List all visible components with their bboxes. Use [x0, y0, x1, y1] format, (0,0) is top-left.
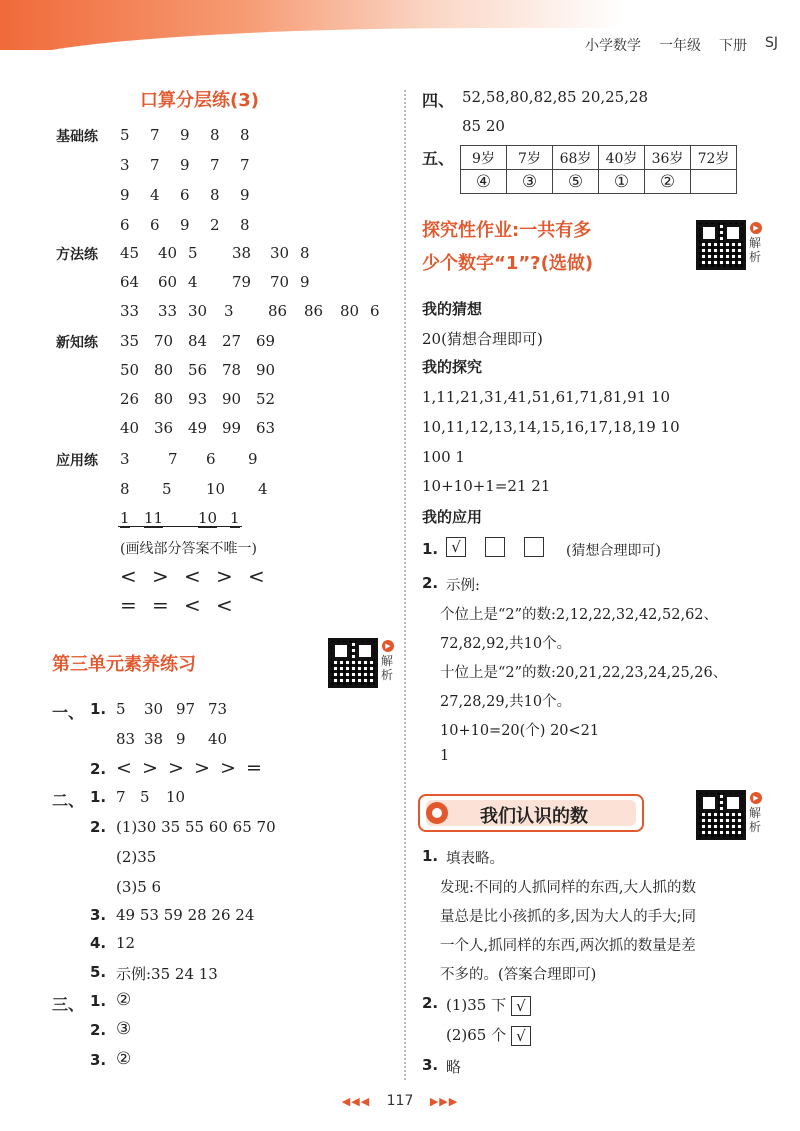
yi-value: 73	[208, 700, 228, 718]
checkbox-3	[524, 537, 544, 557]
header-volume: 下册	[718, 38, 747, 54]
recog-q2a	[446, 994, 531, 1016]
fangfa-value: 64	[120, 273, 140, 291]
apply-q2-line: 10+10=20(个) 20<21	[440, 723, 600, 739]
xinzhi-value: 56	[188, 361, 208, 379]
apply-q1-note: (猜想合理即可)	[566, 543, 661, 559]
er-answer-2a: (1)30 35 55 60 65 70	[116, 818, 276, 836]
age-cell: 68岁	[553, 146, 599, 170]
underline-rule	[118, 526, 242, 527]
age-cell: 36岁	[645, 146, 691, 170]
yingyong-value: 3	[120, 450, 130, 468]
compare-symbol: >	[168, 757, 184, 779]
yi-value: 97	[176, 700, 196, 718]
prev-arrows-icon: ◀◀◀	[341, 1095, 371, 1108]
yi-value: 30	[144, 700, 164, 718]
apply-q2-line: 27,28,29,共10个。	[440, 694, 572, 710]
jichu-value: 2	[210, 216, 220, 234]
play-icon: ▶	[382, 640, 394, 652]
explore-title-line1: 探究性作业:一共有多	[422, 220, 592, 241]
xinzhi-value: 26	[120, 390, 140, 408]
section-title-oral: 口算分层练(3)	[140, 90, 259, 111]
yingyong-note: (画线部分答案不唯一)	[120, 541, 257, 557]
apply-q1: 1.	[422, 540, 439, 558]
recog-q1-line: 填表略。	[446, 851, 504, 867]
jichu-value: 7	[210, 156, 220, 174]
er-value: 5	[140, 788, 150, 806]
rank-cell: ④	[461, 170, 507, 194]
fangfa-value: 3	[224, 302, 234, 320]
explore-line-3: 100 1	[422, 448, 465, 466]
er-answer-2b: (2)35	[116, 848, 157, 866]
jichu-value: 9	[180, 126, 190, 144]
jichu-value: 6	[180, 186, 190, 204]
yingyong-value: 5	[162, 480, 172, 498]
jiexi-label-3: 解析	[749, 806, 762, 834]
fangfa-value: 86	[268, 302, 288, 320]
compare-symbol: >	[216, 564, 233, 588]
qr-code-icon-3[interactable]	[696, 790, 746, 840]
jiexi-label: 解析	[381, 654, 394, 682]
fangfa-value: 30	[188, 302, 208, 320]
xinzhi-value: 35	[120, 332, 140, 350]
header-info	[585, 35, 778, 55]
rank-cell: ①	[599, 170, 645, 194]
yingyong-value: 4	[258, 480, 268, 498]
si-answer-line2: 85 20	[462, 117, 505, 135]
er-answer-2c: (3)5 6	[116, 878, 162, 896]
recog-q2a-box: √	[511, 996, 531, 1016]
compare-symbol: <	[120, 564, 137, 588]
guess-heading: 我的猜想	[422, 300, 483, 318]
compare-symbol: <	[184, 593, 201, 617]
page-number: 117	[386, 1093, 414, 1109]
jichu-value: 8	[210, 186, 220, 204]
compare-symbol: <	[216, 593, 233, 617]
yingyong-value: 8	[120, 480, 130, 498]
header-grade: 一年级	[658, 38, 701, 54]
rank-cell: ⑤	[553, 170, 599, 194]
age-cell: 72岁	[691, 146, 737, 170]
recog-q3: 3.	[422, 1056, 439, 1074]
fangfa-value: 40	[158, 244, 178, 262]
fangfa-value: 38	[232, 244, 252, 262]
yi-value: 9	[176, 730, 186, 748]
xinzhi-value: 63	[256, 419, 276, 437]
apply-heading: 我的应用	[422, 508, 483, 526]
yingyong-underlined: 10	[198, 509, 218, 527]
q-wu-label: 五、	[422, 149, 455, 168]
jichu-value: 9	[180, 216, 190, 234]
header-edition: SJ	[764, 35, 778, 51]
compare-symbol: >	[152, 564, 169, 588]
xinzhi-value: 70	[154, 332, 174, 350]
fangfa-value: 4	[188, 273, 198, 291]
jichu-value: 7	[240, 156, 250, 174]
q-er-4: 4.	[90, 934, 107, 952]
recog-q2: 2.	[422, 994, 439, 1012]
jichu-value: 6	[150, 216, 160, 234]
play-icon-2: ▶	[750, 222, 762, 234]
compare-symbol: >	[220, 757, 236, 779]
fangfa-value: 33	[120, 302, 140, 320]
recog-q2b	[446, 1024, 531, 1046]
xinzhi-value: 69	[256, 332, 276, 350]
rank-cell: ③	[507, 170, 553, 194]
section-badge	[418, 794, 644, 832]
yingyong-underlined: 11	[144, 509, 164, 527]
apply-q2-line: 示例:	[446, 578, 480, 594]
q-er-label: 二、	[52, 791, 85, 810]
q-er-5: 5.	[90, 963, 107, 981]
age-cell: 7岁	[507, 146, 553, 170]
qr-code-icon[interactable]	[328, 638, 378, 688]
jichu-value: 8	[240, 216, 250, 234]
san-answer-2: ③	[116, 1019, 132, 1039]
xinzhi-value: 84	[188, 332, 208, 350]
apply-q2-line: 72,82,92,共10个。	[440, 636, 572, 652]
xinzhi-value: 80	[154, 361, 174, 379]
xinzhi-value: 99	[222, 419, 242, 437]
yingyong-value: 6	[206, 450, 216, 468]
fangfa-value: 86	[304, 302, 324, 320]
q-yi-label: 一、	[52, 703, 85, 722]
jichu-value: 5	[120, 126, 130, 144]
jichu-value: 9	[180, 156, 190, 174]
fangfa-value: 9	[300, 273, 310, 291]
explore-line-1: 1,11,21,31,41,51,61,71,81,91 10	[422, 388, 671, 406]
fangfa-value: 60	[158, 273, 178, 291]
xinzhi-value: 36	[154, 419, 174, 437]
recog-q2b-box: √	[511, 1026, 531, 1046]
recog-q2b-text: (2)65 个	[446, 1026, 507, 1044]
recog-q1-line: 一个人,抓同样的东西,两次抓的数量是差	[440, 938, 696, 954]
jichu-value: 6	[120, 216, 130, 234]
q-san-3: 3.	[90, 1051, 107, 1069]
xinzhi-value: 78	[222, 361, 242, 379]
jichu-value: 9	[240, 186, 250, 204]
jichu-value: 4	[150, 186, 160, 204]
compare-symbol: <	[184, 564, 201, 588]
jichu-value: 9	[120, 186, 130, 204]
yingyong-underlined: 1	[230, 509, 240, 527]
fangfa-value: 79	[232, 273, 252, 291]
xinzhi-value: 40	[120, 419, 140, 437]
xinzhi-value: 80	[154, 390, 174, 408]
si-answer-line1: 52,58,80,82,85 20,25,28	[462, 88, 649, 106]
explore-heading: 我的探究	[422, 358, 483, 376]
recog-q2a-text: (1)35 下	[446, 996, 507, 1014]
qr-code-icon-2[interactable]	[696, 220, 746, 270]
fangfa-value: 70	[270, 273, 290, 291]
compare-symbol: =	[246, 757, 262, 779]
recog-q1-line: 量总是比小孩抓的多,因为大人的手大;同	[440, 909, 696, 925]
fangfa-value: 80	[340, 302, 360, 320]
compare-symbol: <	[116, 757, 132, 779]
xinzhi-value: 50	[120, 361, 140, 379]
page-footer	[0, 1093, 800, 1109]
yingyong-value: 9	[248, 450, 258, 468]
checkbox-1: √	[446, 537, 466, 557]
compare-symbol: >	[142, 757, 158, 779]
q-san-label: 三、	[52, 995, 85, 1014]
jichu-value: 7	[150, 156, 160, 174]
age-table	[460, 145, 737, 194]
compare-symbol: <	[248, 564, 265, 588]
er-answer-5: 示例:35 24 13	[116, 965, 218, 983]
play-icon-3: ▶	[750, 792, 762, 804]
xinzhi-value: 93	[188, 390, 208, 408]
jiexi-label-2: 解析	[749, 236, 762, 264]
badge-circle-icon	[426, 802, 448, 824]
q-yi-1: 1.	[90, 700, 107, 718]
xinzhi-value: 90	[256, 361, 276, 379]
checkbox-2	[485, 537, 505, 557]
yi-value: 83	[116, 730, 136, 748]
jichu-value: 3	[120, 156, 130, 174]
recog-q1-line: 发现:不同的人抓同样的东西,大人抓的数	[440, 880, 696, 896]
san-answer-1: ②	[116, 990, 132, 1010]
label-yingyong: 应用练	[56, 453, 98, 469]
er-answer-3: 49 53 59 28 26 24	[116, 906, 255, 924]
jichu-value: 8	[240, 126, 250, 144]
apply-q2-line: 十位上是“2”的数:20,21,22,23,24,25,26、	[440, 665, 728, 681]
rank-cell: ②	[645, 170, 691, 194]
q-er-3: 3.	[90, 906, 107, 924]
yingyong-value: 10	[206, 480, 226, 498]
er-value: 10	[166, 788, 186, 806]
san-answer-3: ②	[116, 1049, 132, 1069]
badge-title: 我们认识的数	[480, 806, 588, 827]
unit-title: 第三单元素养练习	[52, 654, 196, 675]
yi-value: 5	[116, 700, 126, 718]
yingyong-value: 7	[168, 450, 178, 468]
guess-answer: 20(猜想合理即可)	[422, 330, 543, 348]
explore-line-4: 10+10+1=21 21	[422, 477, 551, 495]
explore-line-2: 10,11,12,13,14,15,16,17,18,19 10	[422, 418, 680, 436]
q-si-label: 四、	[422, 91, 455, 110]
recog-q3-answer: 略	[446, 1058, 462, 1076]
label-fangfa: 方法练	[56, 247, 98, 263]
apply-q1-boxes	[446, 537, 544, 557]
jichu-value: 8	[210, 126, 220, 144]
explore-title-line2: 少个数字“1”?(选做)	[422, 253, 594, 274]
xinzhi-value: 27	[222, 332, 242, 350]
jichu-value: 7	[150, 126, 160, 144]
yi-value: 38	[144, 730, 164, 748]
fangfa-value: 8	[300, 244, 310, 262]
next-arrows-icon: ▶▶▶	[429, 1095, 459, 1108]
compare-symbol: >	[194, 757, 210, 779]
yingyong-underlined: 1	[120, 509, 130, 527]
apply-q2-line: 个位上是“2”的数:2,12,22,32,42,52,62、	[440, 607, 719, 623]
xinzhi-value: 90	[222, 390, 242, 408]
q-er-1: 1.	[90, 788, 107, 806]
q-san-1: 1.	[90, 992, 107, 1010]
header-subject: 小学数学	[584, 38, 641, 54]
xinzhi-value: 49	[188, 419, 208, 437]
apply-q2-line: 1	[440, 748, 450, 764]
fangfa-value: 45	[120, 244, 140, 262]
recog-q1-line: 不多的。(答案合理即可)	[440, 967, 597, 983]
recog-q1: 1.	[422, 847, 439, 865]
fangfa-value: 5	[188, 244, 198, 262]
fangfa-value: 33	[158, 302, 178, 320]
fangfa-value: 30	[270, 244, 290, 262]
q-san-2: 2.	[90, 1021, 107, 1039]
yi-value: 40	[208, 730, 228, 748]
apply-q2: 2.	[422, 574, 439, 592]
er-value: 7	[116, 788, 126, 806]
label-xinzhi: 新知练	[56, 335, 98, 351]
age-cell: 9岁	[461, 146, 507, 170]
rank-cell	[691, 170, 737, 194]
compare-symbol: =	[120, 593, 137, 617]
label-jichu: 基础练	[56, 129, 98, 145]
xinzhi-value: 52	[256, 390, 276, 408]
column-divider	[404, 90, 406, 1080]
fangfa-value: 6	[370, 302, 380, 320]
age-cell: 40岁	[599, 146, 645, 170]
compare-symbol: =	[152, 593, 169, 617]
q-yi-2: 2.	[90, 760, 107, 778]
q-er-2: 2.	[90, 818, 107, 836]
er-answer-4: 12	[116, 934, 136, 952]
